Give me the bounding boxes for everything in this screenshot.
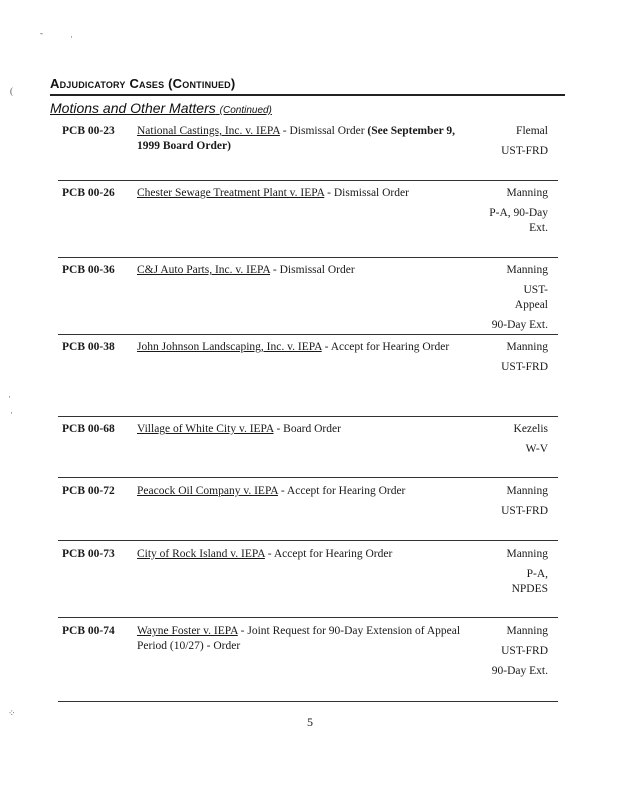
case-entry xyxy=(62,263,548,333)
case-separator xyxy=(58,257,558,258)
case-separator xyxy=(58,617,558,618)
case-type: W-V xyxy=(525,443,548,455)
case-separator xyxy=(58,477,558,478)
scan-artifact: ( xyxy=(10,86,13,96)
case-title xyxy=(137,484,472,499)
case-type: UST-FRD xyxy=(501,505,548,517)
case-meta xyxy=(468,124,548,164)
section-rule xyxy=(50,94,565,96)
section-title: Adjudicatory Cases (Continued) xyxy=(50,76,236,91)
case-type: P-A, 90-Day Ext. xyxy=(489,207,548,234)
case-number: PCB 00-72 xyxy=(62,485,115,497)
case-action: - Accept for Hearing Order xyxy=(277,485,406,497)
case-separator xyxy=(58,701,558,702)
case-meta xyxy=(468,186,548,241)
case-action: - Accept for Hearing Order xyxy=(321,341,450,353)
subsection-continued: (Continued) xyxy=(219,105,272,116)
case-note: (See September 9, 1999 Board Order) xyxy=(137,125,456,152)
scan-artifact: · xyxy=(8,392,11,402)
scan-artifact: · xyxy=(10,408,13,418)
case-separator xyxy=(58,334,558,335)
case-type: UST-FRD xyxy=(501,361,548,373)
case-entry xyxy=(62,547,548,612)
case-entry xyxy=(62,186,548,246)
case-number: PCB 00-74 xyxy=(62,625,115,637)
case-meta xyxy=(468,624,548,684)
case-type: P-A, NPDES xyxy=(511,568,548,595)
case-party: Wayne Foster v. IEPA xyxy=(137,625,238,637)
case-type: UST-Appeal xyxy=(514,284,548,311)
case-meta xyxy=(468,422,548,462)
case-separator xyxy=(58,416,558,417)
case-board-member: Manning xyxy=(506,187,548,199)
case-party: Chester Sewage Treatment Plant v. IEPA xyxy=(137,187,325,199)
case-meta xyxy=(468,340,548,380)
scan-artifact: ⁘ xyxy=(8,708,16,718)
case-number: PCB 00-73 xyxy=(62,548,115,560)
case-separator xyxy=(58,540,558,541)
case-type: UST-FRD xyxy=(501,145,548,157)
case-action: - Dismissal Order xyxy=(279,125,368,137)
subsection-title xyxy=(50,100,272,116)
case-board-member: Manning xyxy=(506,264,548,276)
case-number: PCB 00-23 xyxy=(62,125,115,137)
case-title xyxy=(137,340,472,355)
page-number: 5 xyxy=(307,715,313,729)
case-party: City of Rock Island v. IEPA xyxy=(137,548,265,560)
case-title xyxy=(137,124,472,154)
scan-artifact: · xyxy=(70,32,73,42)
case-number: PCB 00-68 xyxy=(62,423,115,435)
case-number: PCB 00-38 xyxy=(62,341,115,353)
case-party: John Johnson Landscaping, Inc. v. IEPA xyxy=(137,341,322,353)
case-entry xyxy=(62,624,548,699)
case-board-member: Manning xyxy=(506,625,548,637)
scan-artifact: - xyxy=(40,28,43,38)
case-title xyxy=(137,186,472,201)
case-board-member: Manning xyxy=(506,341,548,353)
case-board-member: Manning xyxy=(506,485,548,497)
case-entry xyxy=(62,340,548,410)
case-party: C&J Auto Parts, Inc. v. IEPA xyxy=(137,264,271,276)
case-action: - Board Order xyxy=(273,423,341,435)
case-meta xyxy=(468,547,548,602)
case-action: - Accept for Hearing Order xyxy=(264,548,393,560)
case-extension: 90-Day Ext. xyxy=(491,665,548,677)
case-entry xyxy=(62,124,548,174)
case-title xyxy=(137,263,472,278)
case-meta xyxy=(468,263,548,338)
case-board-member: Kezelis xyxy=(513,423,548,435)
case-number: PCB 00-26 xyxy=(62,187,115,199)
subsection-title-text: Motions and Other Matters xyxy=(50,100,216,116)
case-action: - Dismissal Order xyxy=(270,264,355,276)
case-title xyxy=(137,422,472,437)
case-action: - Joint Request for 90-Day Extension of Appeal Period (10/27) - Order xyxy=(137,625,461,652)
case-title xyxy=(137,624,472,654)
case-number: PCB 00-36 xyxy=(62,264,115,276)
case-separator xyxy=(58,180,558,181)
case-extension: 90-Day Ext. xyxy=(491,319,548,331)
case-party: National Castings, Inc. v. IEPA xyxy=(137,125,280,137)
case-board-member: Manning xyxy=(506,548,548,560)
case-party: Peacock Oil Company v. IEPA xyxy=(137,485,278,497)
case-entry xyxy=(62,422,548,472)
case-type: UST-FRD xyxy=(501,645,548,657)
case-entry xyxy=(62,484,548,534)
case-title xyxy=(137,547,472,562)
case-party: Village of White City v. IEPA xyxy=(137,423,274,435)
case-meta xyxy=(468,484,548,524)
case-board-member: Flemal xyxy=(516,125,548,137)
case-action: - Dismissal Order xyxy=(324,187,409,199)
